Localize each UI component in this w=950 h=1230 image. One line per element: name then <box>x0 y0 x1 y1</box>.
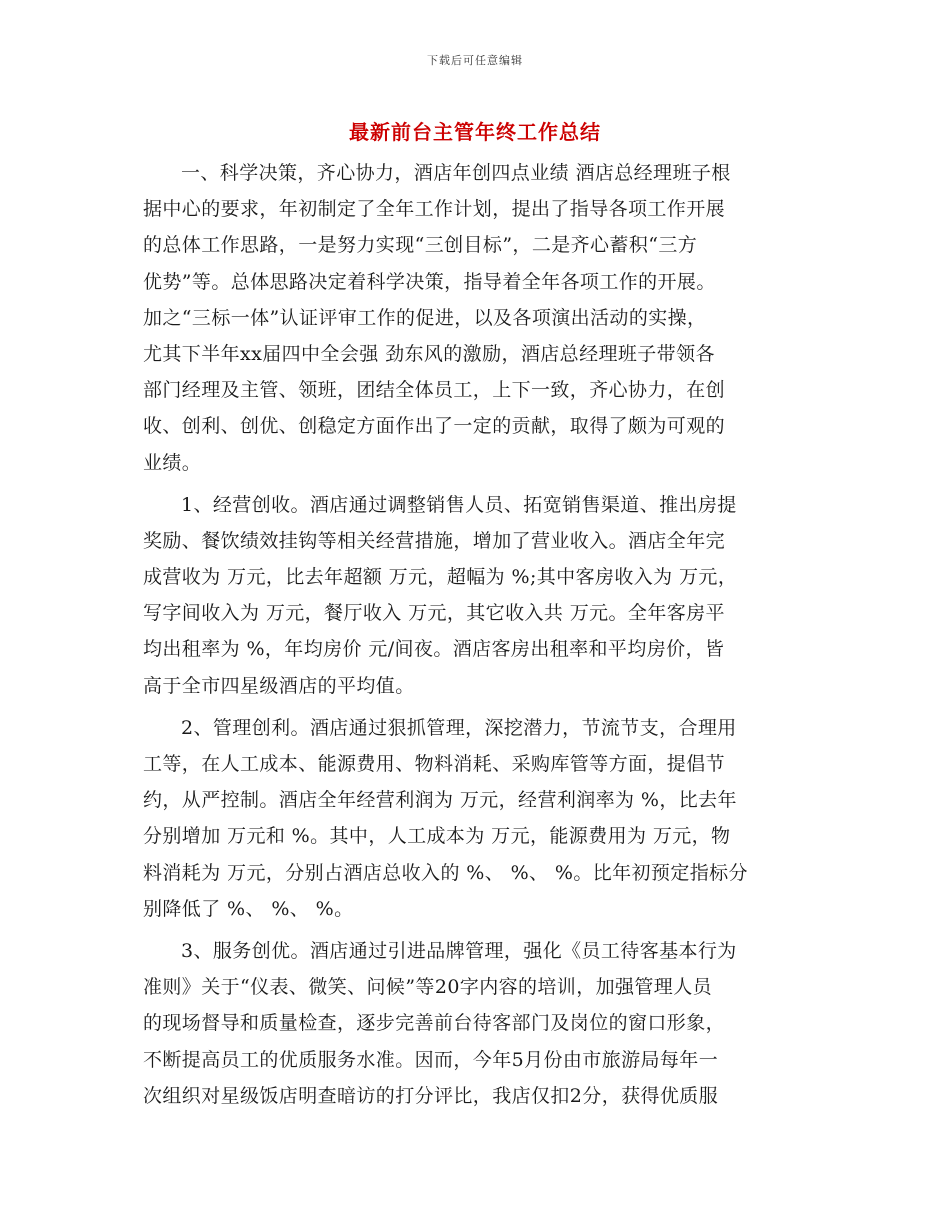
text-line: 准则》关于“仪表、微笑、问候”等20字内容的培训，加强管理人员 <box>143 976 713 999</box>
text-line: 奖励、餐饮绩效挂钩等相关经营措施，增加了营业收入。酒店全年完 <box>143 529 726 552</box>
text-line: 写字间收入为 万元，餐厅收入 万元，其它收入共 万元。全年客房平 <box>143 602 725 625</box>
text-line: 收、创利、创优、创稳定方面作出了一定的贡献，取得了颇为可观的 <box>143 415 726 438</box>
paragraph <box>143 933 808 1114</box>
text-line: 次组织对星级饭店明查暗访的打分评比，我店仅扣2分，获得优质服 <box>143 1084 719 1107</box>
paragraph <box>143 155 808 481</box>
text-line: 业绩。 <box>143 451 202 474</box>
text-line: 一、科学决策，齐心协力，酒店年创四点业绩 酒店总经理班子根 <box>181 162 731 184</box>
document-title: 最新前台主管年终工作总结 <box>349 120 601 144</box>
paragraph <box>143 487 808 704</box>
text-line: 高于全市四星级酒店的平均值。 <box>143 674 415 697</box>
text-line: 的总体工作思路，一是努力实现“三创目标”，二是齐心蓄积“三方 <box>143 234 698 257</box>
text-line: 料消耗为 万元，分别占酒店总收入的 %、 %、 %。比年初预定指标分 <box>143 861 748 884</box>
header-note: 下载后可任意编辑 <box>427 54 523 67</box>
text-line: 加之“三标一体”认证评审工作的促进，以及各项演出活动的实操， <box>143 306 707 329</box>
text-line: 的现场督导和质量检查，逐步完善前台待客部门及岗位的窗口形象， <box>143 1012 726 1035</box>
text-line: 优势”等。总体思路决定着科学决策，指导着全年各项工作的开展。 <box>143 270 716 293</box>
text-line: 不断提高员工的优质服务水准。因而，今年5月份由市旅游局每年一 <box>143 1048 719 1071</box>
text-line: 分别增加 万元和 %。其中，人工成本为 万元，能源费用为 万元，物 <box>143 825 731 848</box>
text-line: 据中心的要求，年初制定了全年工作计划，提出了指导各项工作开展 <box>143 198 726 221</box>
text-line: 尤其下半年xx届四中全会强 劲东风的激励，酒店总经理班子带领各 <box>143 342 715 365</box>
text-line: 约，从严控制。酒店全年经营利润为 万元，经营利润率为 %，比去年 <box>143 789 737 812</box>
text-line: 均出租率为 %，年均房价 元/间夜。酒店客房出租率和平均房价，皆 <box>143 638 725 661</box>
text-line: 1、经营创收。酒店通过调整销售人员、拓宽销售渠道、推出房提 <box>181 493 737 516</box>
text-line: 工等，在人工成本、能源费用、物料消耗、采购库管等方面，提倡节 <box>143 753 726 775</box>
text-line: 部门经理及主管、领班，团结全体员工，上下一致，齐心协力，在创 <box>143 379 726 402</box>
text-line: 成营收为 万元，比去年超额 万元，超幅为 %;其中客房收入为 万元， <box>143 566 738 589</box>
paragraph <box>143 710 808 927</box>
text-line: 别降低了 %、 %、 %。 <box>143 897 354 920</box>
text-line: 2、管理创利。酒店通过狠抓管理，深挖潜力，节流节支，合理用 <box>181 716 737 739</box>
document-body <box>143 155 808 1114</box>
text-line: 3、服务创优。酒店通过引进品牌管理，强化《员工待客基本行为 <box>181 939 737 962</box>
